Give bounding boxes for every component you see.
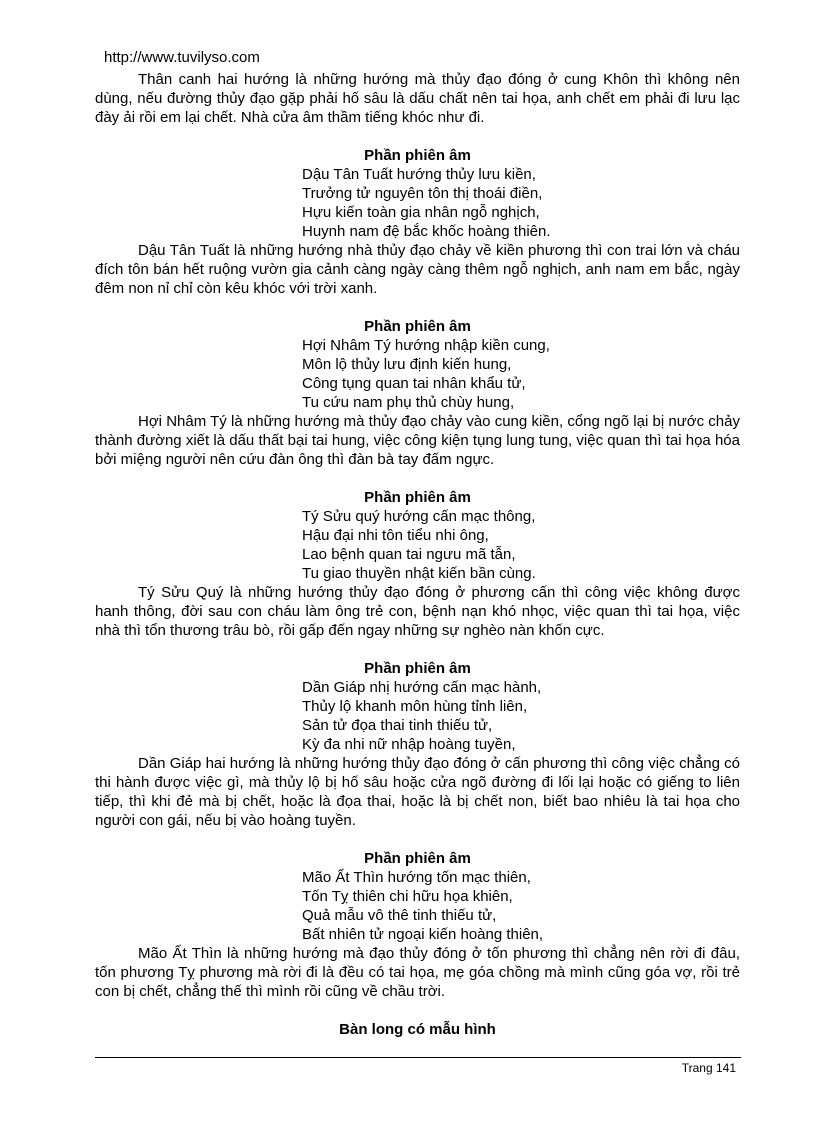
verse-line: Công tụng quan tai nhân khẩu tử, [302, 375, 526, 392]
verse-line: Hựu kiến toàn gia nhân ngỗ nghịch, [302, 204, 540, 221]
section-title: Phần phiên âm [364, 318, 471, 335]
verse-stanza [95, 868, 740, 944]
verse-line: Hợi Nhâm Tý hướng nhập kiền cung, [302, 337, 550, 354]
verse-line: Tu giao thuyền nhật kiến bần cùng. [302, 565, 536, 582]
verse-line: Mão Ất Thìn hướng tốn mạc thiên, [302, 869, 531, 886]
header-url: http://www.tuvilyso.com [104, 49, 260, 66]
verse-line: Quả mẫu vô thê tinh thiếu tử, [302, 907, 497, 924]
page-number: Trang 141 [681, 1061, 736, 1075]
verse-line: Trưởng tử nguyên tôn thị thoái điền, [302, 185, 543, 202]
verse-stanza [95, 165, 740, 241]
page-content [95, 70, 740, 1039]
section-title: Phần phiên âm [364, 489, 471, 506]
explanation-paragraph: Tý Sửu Quý là những hướng thủy đạo đóng ở phương cấn thì công việc không được hanh thông, đời sau con cháu làm ông trẻ con, bệnh nạn khó nhọc, việc quan thì tai họa, việc nhà thì tổn thương trâu bò, rồi gấp đến ngay những sự nghèo nàn khốn cực. [95, 584, 740, 639]
verse-stanza [95, 678, 740, 754]
explanation-paragraph: Dậu Tân Tuất là những hướng nhà thủy đạo chảy về kiền phương thì con trai lớn và cháu đích tôn bán hết ruộng vườn gia cảnh càng ngày càng thêm ngỗ nghịch, anh nam em bắc, ngày đêm non nỉ chỉ còn kêu khóc với trời xanh. [95, 242, 740, 297]
verse-stanza [95, 336, 740, 412]
verse-line: Hậu đại nhi tôn tiểu nhi ông, [302, 527, 489, 544]
footer-divider [95, 1057, 741, 1058]
verse-line: Dậu Tân Tuất hướng thủy lưu kiền, [302, 166, 536, 183]
section-title: Phần phiên âm [364, 850, 471, 867]
closing-section-title: Bàn long có mẫu hình [339, 1021, 496, 1038]
verse-line: Tu cứu nam phụ thủ chùy hung, [302, 394, 515, 411]
verse-line: Bất nhiên tử ngoại kiến hoàng thiên, [302, 926, 544, 943]
verse-stanza [95, 507, 740, 583]
verse-line: Kỳ đa nhi nữ nhập hoàng tuyền, [302, 736, 516, 753]
verse-line: Môn lộ thủy lưu định kiến hung, [302, 356, 512, 373]
explanation-paragraph: Mão Ất Thìn là những hướng mà đạo thủy đóng ở tốn phương thì chẳng nên rời đi đâu, tốn phương Tỵ phương mà rời đi là đều có tai họa, mẹ góa chồng mà mình cũng góa vợ, rồi trẻ con bị chết, chẳng thế thì mình rồi cũng về chầu trời. [95, 945, 740, 1000]
intro-paragraph: Thân canh hai hướng là những hướng mà thủy đạo đóng ở cung Khôn thì không nên dùng, nếu đường thủy đạo gặp phải hố sâu là dấu chất nên tai họa, anh chết em phải đi lưu lạc đày ải rồi em lại chết. Nhà cửa âm thầm tiếng khóc như đi. [95, 71, 740, 126]
verse-line: Sản tử đọa thai tinh thiếu tử, [302, 717, 493, 734]
verse-line: Thủy lộ khanh môn hùng tỉnh liên, [302, 698, 528, 715]
verse-line: Dần Giáp nhị hướng cấn mạc hành, [302, 679, 542, 696]
section-title: Phần phiên âm [364, 147, 471, 164]
explanation-paragraph: Dần Giáp hai hướng là những hướng thủy đạo đóng ở cấn phương thì công việc chẳng có thi hành được việc gì, mà thủy lộ bị hố sâu hoặc cửa ngõ đường đi lối lại hoặc có giếng to liên tiếp, thì khi đẻ mà bị chết, hoặc là đọa thai, hoặc là bị chết non, biết bao nhiêu là tai họa cho người con gái, nếu bị vào hoàng tuyền. [95, 755, 740, 829]
explanation-paragraph: Hợi Nhâm Tý là những hướng mà thủy đạo chảy vào cung kiền, cổng ngõ lại bị nước chảy thành đường xiết là dấu thất bại tai hung, việc công kiện tụng lung tung, việc quan thì tai họa hóa bởi miệng người nên cứu đàn ông thì đàn bà tay đấm ngực. [95, 413, 740, 468]
section-title: Phần phiên âm [364, 660, 471, 677]
verse-line: Lao bệnh quan tai ngưu mã tẫn, [302, 546, 516, 563]
verse-line: Tốn Tỵ thiên chi hữu họa khiên, [302, 888, 513, 905]
verse-line: Tý Sửu quý hướng cấn mạc thông, [302, 508, 536, 525]
verse-line: Huynh nam đệ bắc khốc hoàng thiên. [302, 223, 551, 240]
